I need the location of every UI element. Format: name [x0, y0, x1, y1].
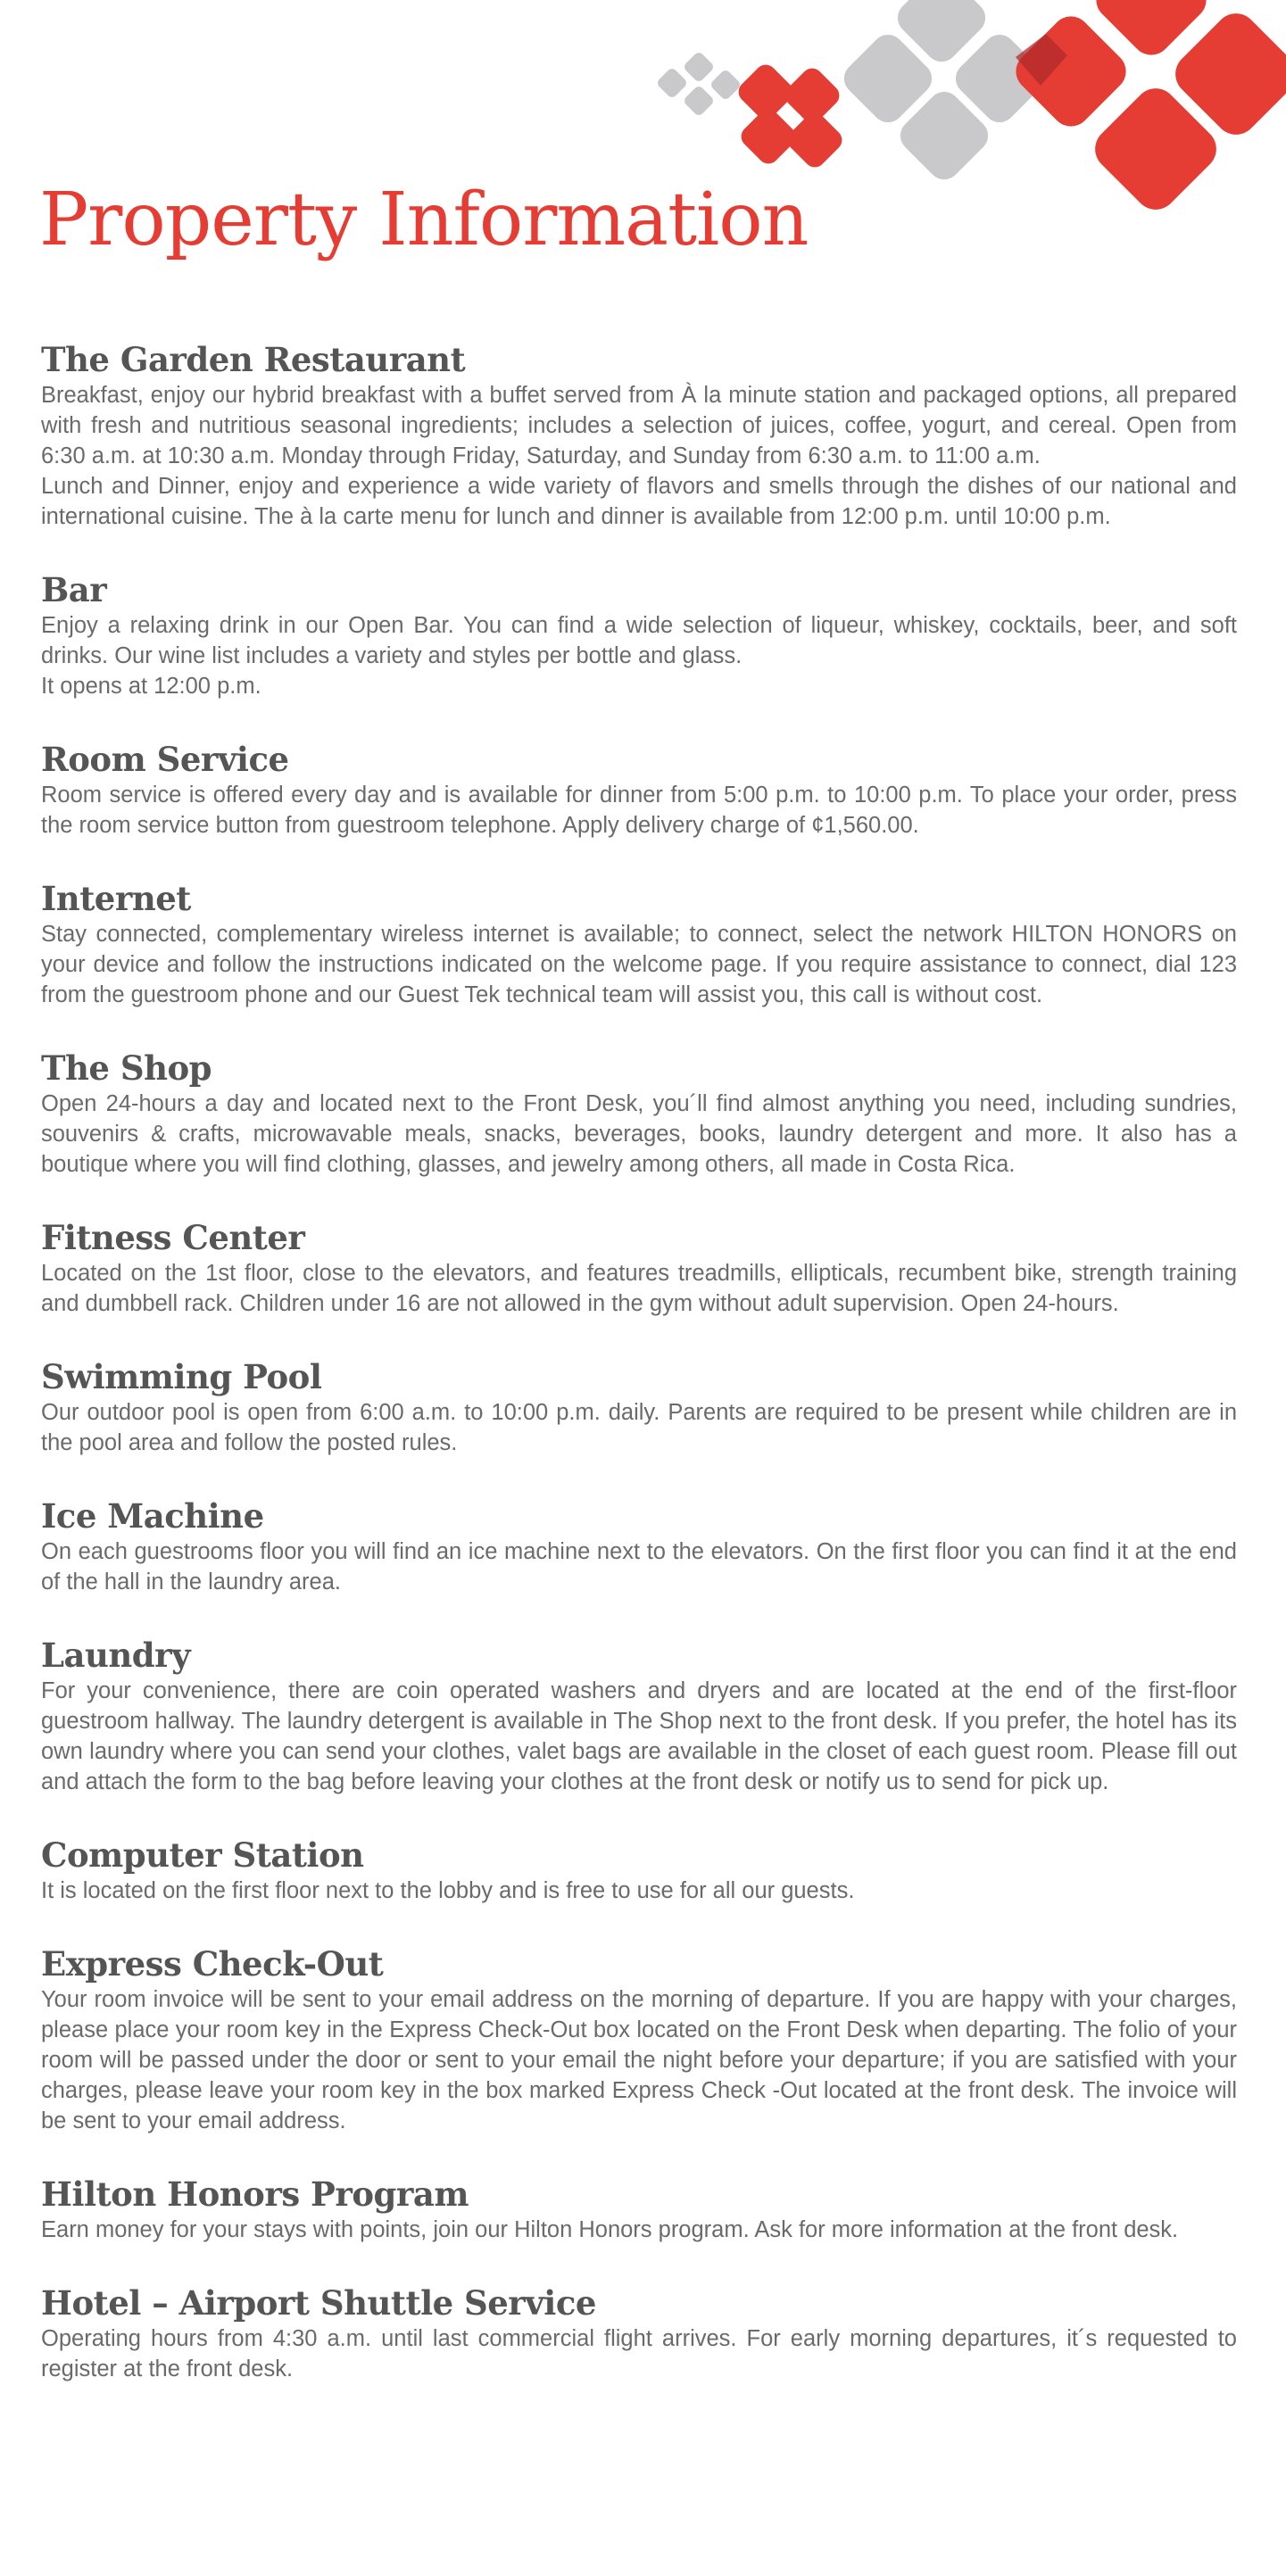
section-paragraph: It is located on the first floor next to the lobby and is free to use for all our guests.: [41, 1878, 855, 1903]
section-title: Swimming Pool: [41, 1357, 322, 1396]
section-title: Hilton Honors Program: [41, 2174, 469, 2214]
section-title: Computer Station: [41, 1835, 364, 1875]
section-computer-station: [41, 1835, 1237, 1906]
section-paragraph: Open 24-hours a day and located next to the Front Desk, you´ll find almost anything you need, including sundries, souvenirs & crafts, microwavable meals, snacks, beverages, books, laundry detergent and more. It also has a boutique where you will find clothing, glasses, and jewelry among others, all made in Costa Rica.: [41, 1091, 1237, 1177]
small-red-diamond-cluster: [734, 61, 847, 172]
large-red-diamond-cluster: [1008, 0, 1286, 219]
section-title: Hotel – Airport Shuttle Service: [41, 2283, 596, 2323]
section-paragraph: Room service is offered every day and is available for dinner from 5:00 p.m. to 10:00 p.m. To place your order, press the room service button from guestroom telephone. Apply delivery charge of ¢1,560.00.: [41, 783, 1237, 838]
section-the-shop: [41, 1048, 1237, 1180]
large-gray-diamond-cluster: [837, 0, 1050, 186]
section-paragraph: On each guestrooms floor you will find an ice machine next to the elevators. On the first floor you can find it at the end of the hall in the laundry area.: [41, 1539, 1237, 1594]
section-internet: [41, 878, 1237, 1010]
section-title: Express Check-Out: [41, 1944, 384, 1984]
property-information-content: [41, 339, 1237, 2422]
section-paragraph: Lunch and Dinner, enjoy and experience a wide variety of flavors and smells through the dishes of our national and international cuisine. The à la carte menu for lunch and dinner is available from 12:00 p.m. until 10:00 p.m.: [41, 474, 1237, 529]
section-paragraph: It opens at 12:00 p.m.: [41, 674, 261, 699]
section-laundry: [41, 1635, 1237, 1797]
section-paragraph: Breakfast, enjoy our hybrid breakfast with a buffet served from À la minute station and packaged options, all prepared with fresh and nutritious seasonal ingredients; includes a selection of juices, coffee, yogurt, and cereal. Open from 6:30 a.m. at 10:30 a.m. Monday through Friday, Saturday, and Sunday from 6:30 a.m. to 11:00 a.m.: [41, 383, 1237, 468]
section-paragraph: Located on the 1st floor, close to the elevators, and features treadmills, ellipticals, recumbent bike, strength training and dumbbell rack. Children under 16 are not allowed in the gym without adult supervision. Open 24-hours.: [41, 1261, 1237, 1316]
section-express-check-out: [41, 1943, 1237, 2136]
page-title: Property Information: [39, 178, 809, 262]
section-paragraph: Enjoy a relaxing drink in our Open Bar. You can find a wide selection of liqueur, whiskey, cocktails, beer, and soft drinks. Our wine list includes a variety and styles per bottle and glass.: [41, 613, 1237, 668]
section-paragraph: Operating hours from 4:30 a.m. until last commercial flight arrives. For early morning departures, it´s requested to register at the front desk.: [41, 2326, 1237, 2381]
section-hilton-honors-program: [41, 2174, 1237, 2245]
section-paragraph: For your convenience, there are coin operated washers and dryers and are located at the end of the first-floor guestroom hallway. The laundry detergent is available in The Shop next to the front desk. If you prefer, the hotel has its own laundry where you can send your clothes, valet bags are available in the closet of each guest room. Please fill out and attach the form to the bag before leaving your clothes at the front desk or notify us to send for pick up.: [41, 1678, 1237, 1794]
section-fitness-center: [41, 1217, 1237, 1319]
section-paragraph: Our outdoor pool is open from 6:00 a.m. to 10:00 p.m. daily. Parents are required to be present while children are in the pool area and follow the posted rules.: [41, 1400, 1237, 1455]
section-paragraph: Stay connected, complementary wireless internet is available; to connect, select the network HILTON HONORS on your device and follow the instructions indicated on the welcome page. If you require assistance to connect, dial 123 from the guestroom phone and our Guest Tek technical team will assist you, this call is without cost.: [41, 922, 1237, 1007]
section-title: Laundry: [41, 1636, 191, 1675]
section-title: The Shop: [41, 1048, 212, 1088]
section-title: Ice Machine: [41, 1496, 264, 1536]
section-title: Bar: [41, 570, 107, 609]
section-ice-machine: [41, 1495, 1237, 1597]
section-paragraph: Your room invoice will be sent to your email address on the morning of departure. If you are happy with your charges, please place your room key in the Express Check-Out box located on the Front Desk when departing. The folio of your room will be passed under the door or sent to your email the night before your departure; if you are satisfied with your charges, please leave your room key in the box marked Express Check -Out located at the front desk. The invoice will be sent to your email address.: [41, 1987, 1237, 2133]
section-title: Room Service: [41, 740, 289, 779]
section-title: Internet: [41, 879, 191, 918]
section-room-service: [41, 739, 1237, 841]
section-paragraph: Earn money for your stays with points, join our Hilton Honors program. Ask for more information at the front desk.: [41, 2217, 1179, 2242]
small-gray-diamond-cluster: [656, 51, 743, 118]
section-garden-restaurant: [41, 339, 1237, 532]
section-title: The Garden Restaurant: [41, 340, 466, 379]
section-swimming-pool: [41, 1356, 1237, 1458]
section-airport-shuttle-service: [41, 2282, 1237, 2384]
section-title: Fitness Center: [41, 1218, 305, 1257]
section-bar: [41, 569, 1237, 701]
